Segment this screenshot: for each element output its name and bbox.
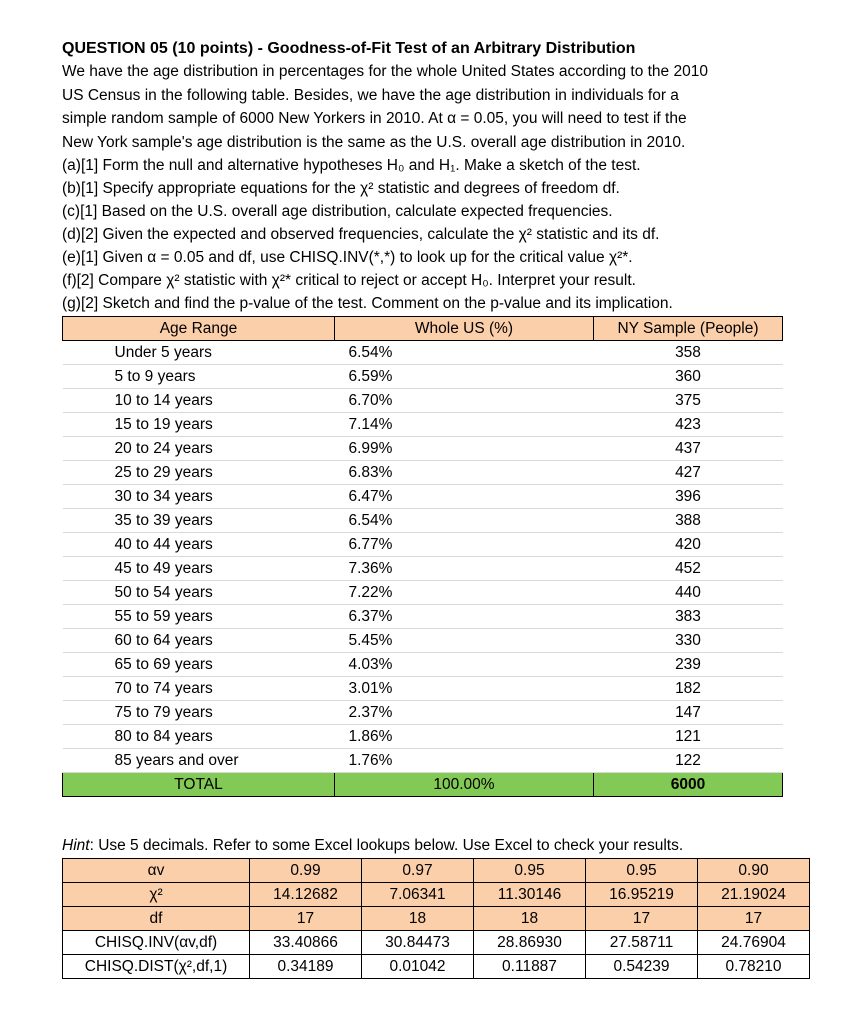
us-percent-cell: 6.77% <box>335 533 594 557</box>
lookup-row <box>63 859 810 883</box>
age-range-cell: Under 5 years <box>63 341 335 365</box>
lookup-value-cell: 0.54239 <box>586 955 698 979</box>
table-row <box>63 365 783 389</box>
header-age-range: Age Range <box>63 317 335 341</box>
lookup-value-cell: 28.86930 <box>474 931 586 955</box>
lookup-row <box>63 955 810 979</box>
age-range-cell: 55 to 59 years <box>63 605 335 629</box>
ny-people-cell: 383 <box>594 605 783 629</box>
lookup-value-cell: 0.95 <box>586 859 698 883</box>
table-row <box>63 725 783 749</box>
lookup-row-label: αv <box>63 859 250 883</box>
task-b: (b)[1] Specify appropriate equations for the χ² statistic and degrees of freedom df. <box>62 180 620 197</box>
ny-people-cell: 423 <box>594 413 783 437</box>
table-row <box>63 389 783 413</box>
lookup-value-cell: 16.95219 <box>586 883 698 907</box>
task-f: (f)[2] Compare χ² statistic with χ²* critical to reject or accept H₀. Interpret your result. <box>62 272 636 289</box>
us-percent-cell: 6.37% <box>335 605 594 629</box>
question-intro <box>62 60 810 154</box>
lookup-value-cell: 11.30146 <box>474 883 586 907</box>
task-e: (e)[1] Given α = 0.05 and df, use CHISQ.INV(*,*) to look up for the critical value χ²*. <box>62 249 633 266</box>
table-row <box>63 629 783 653</box>
us-percent-cell: 3.01% <box>335 677 594 701</box>
us-percent-cell: 7.36% <box>335 557 594 581</box>
us-percent-cell: 1.76% <box>335 749 594 773</box>
age-range-cell: 10 to 14 years <box>63 389 335 413</box>
us-percent-cell: 1.86% <box>335 725 594 749</box>
age-range-cell: 70 to 74 years <box>63 677 335 701</box>
task-list <box>62 154 810 315</box>
lookup-value-cell: 0.78210 <box>698 955 810 979</box>
table-row <box>63 509 783 533</box>
ny-people-cell: 427 <box>594 461 783 485</box>
age-range-cell: 5 to 9 years <box>63 365 335 389</box>
ny-people-cell: 420 <box>594 533 783 557</box>
lookup-row <box>63 907 810 931</box>
lookup-value-cell: 27.58711 <box>586 931 698 955</box>
age-range-cell: 30 to 34 years <box>63 485 335 509</box>
lookup-value-cell: 18 <box>474 907 586 931</box>
age-range-cell: 60 to 64 years <box>63 629 335 653</box>
total-label: TOTAL <box>63 773 335 797</box>
age-range-cell: 65 to 69 years <box>63 653 335 677</box>
lookup-value-cell: 17 <box>698 907 810 931</box>
table-row <box>63 341 783 365</box>
task-c: (c)[1] Based on the U.S. overall age distribution, calculate expected frequencies. <box>62 203 613 220</box>
table-header-row <box>63 317 783 341</box>
intro-line: US Census in the following table. Besides, we have the age distribution in individuals for a <box>62 86 679 104</box>
ny-people-cell: 147 <box>594 701 783 725</box>
age-range-cell: 80 to 84 years <box>63 725 335 749</box>
ny-people-cell: 360 <box>594 365 783 389</box>
lookup-table-body <box>63 859 810 979</box>
question-page <box>62 38 810 979</box>
lookup-value-cell: 7.06341 <box>362 883 474 907</box>
intro-line: We have the age distribution in percentages for the whole United States according to the 2010 <box>62 63 708 80</box>
lookup-value-cell: 0.99 <box>250 859 362 883</box>
hint-label: Hint <box>62 837 90 854</box>
lookup-value-cell: 0.01042 <box>362 955 474 979</box>
ny-people-cell: 121 <box>594 725 783 749</box>
age-range-cell: 25 to 29 years <box>63 461 335 485</box>
lookup-row-label: CHISQ.DIST(χ²,df,1) <box>63 955 250 979</box>
ny-people-cell: 358 <box>594 341 783 365</box>
ny-people-cell: 440 <box>594 581 783 605</box>
table-row <box>63 437 783 461</box>
us-percent-cell: 6.70% <box>335 389 594 413</box>
age-range-cell: 20 to 24 years <box>63 437 335 461</box>
table-row <box>63 413 783 437</box>
us-percent-cell: 6.59% <box>335 365 594 389</box>
lookup-value-cell: 0.90 <box>698 859 810 883</box>
lookup-value-cell: 14.12682 <box>250 883 362 907</box>
us-percent-cell: 2.37% <box>335 701 594 725</box>
table-row <box>63 701 783 725</box>
us-percent-cell: 6.47% <box>335 485 594 509</box>
lookup-value-cell: 0.11887 <box>474 955 586 979</box>
total-people: 6000 <box>594 773 783 797</box>
lookup-value-cell: 0.34189 <box>250 955 362 979</box>
table-row <box>63 677 783 701</box>
lookup-row <box>63 883 810 907</box>
us-percent-cell: 7.14% <box>335 413 594 437</box>
age-range-cell: 40 to 44 years <box>63 533 335 557</box>
task-g: (g)[2] Sketch and find the p-value of the test. Comment on the p-value and its implication. <box>62 295 673 312</box>
table-row <box>63 653 783 677</box>
ny-people-cell: 388 <box>594 509 783 533</box>
hint-body: : Use 5 decimals. Refer to some Excel lookups below. Use Excel to check your results. <box>89 837 684 854</box>
table-row <box>63 485 783 509</box>
us-percent-cell: 6.54% <box>335 341 594 365</box>
total-row <box>63 773 783 797</box>
lookup-value-cell: 17 <box>586 907 698 931</box>
us-percent-cell: 6.54% <box>335 509 594 533</box>
task-a: (a)[1] Form the null and alternative hypotheses H₀ and H₁. Make a sketch of the test. <box>62 157 641 174</box>
total-percent: 100.00% <box>335 773 594 797</box>
question-title: QUESTION 05 (10 points) - Goodness-of-Fit Test of an Arbitrary Distribution <box>62 40 636 57</box>
us-percent-cell: 5.45% <box>335 629 594 653</box>
table-row <box>63 605 783 629</box>
age-range-cell: 85 years and over <box>63 749 335 773</box>
us-percent-cell: 4.03% <box>335 653 594 677</box>
lookup-value-cell: 24.76904 <box>698 931 810 955</box>
intro-line: New York sample's age distribution is the same as the U.S. overall age distribution in 2010. <box>62 133 686 151</box>
age-table-body <box>63 341 783 773</box>
ny-people-cell: 122 <box>594 749 783 773</box>
hint-text <box>62 835 810 857</box>
lookup-row-label: df <box>63 907 250 931</box>
lookup-row-label: CHISQ.INV(αv,df) <box>63 931 250 955</box>
table-row <box>63 749 783 773</box>
lookup-value-cell: 0.95 <box>474 859 586 883</box>
lookup-row <box>63 931 810 955</box>
ny-people-cell: 330 <box>594 629 783 653</box>
intro-line: simple random sample of 6000 New Yorkers in 2010. At α = 0.05, you will need to test if the <box>62 110 687 127</box>
us-percent-cell: 6.99% <box>335 437 594 461</box>
ny-people-cell: 239 <box>594 653 783 677</box>
us-percent-cell: 7.22% <box>335 581 594 605</box>
ny-people-cell: 396 <box>594 485 783 509</box>
task-d: (d)[2] Given the expected and observed frequencies, calculate the χ² statistic and its df. <box>62 226 660 243</box>
age-distribution-table <box>62 316 783 797</box>
header-whole-us: Whole US (%) <box>335 317 594 341</box>
ny-people-cell: 375 <box>594 389 783 413</box>
table-row <box>63 461 783 485</box>
excel-lookup-table <box>62 858 810 979</box>
lookup-value-cell: 33.40866 <box>250 931 362 955</box>
age-range-cell: 15 to 19 years <box>63 413 335 437</box>
lookup-row-label: χ² <box>63 883 250 907</box>
ny-people-cell: 437 <box>594 437 783 461</box>
table-row <box>63 581 783 605</box>
header-ny-sample: NY Sample (People) <box>594 317 783 341</box>
age-range-cell: 35 to 39 years <box>63 509 335 533</box>
us-percent-cell: 6.83% <box>335 461 594 485</box>
lookup-value-cell: 21.19024 <box>698 883 810 907</box>
lookup-value-cell: 18 <box>362 907 474 931</box>
age-range-cell: 75 to 79 years <box>63 701 335 725</box>
lookup-value-cell: 30.84473 <box>362 931 474 955</box>
lookup-value-cell: 0.97 <box>362 859 474 883</box>
lookup-value-cell: 17 <box>250 907 362 931</box>
table-row <box>63 533 783 557</box>
ny-people-cell: 452 <box>594 557 783 581</box>
age-range-cell: 45 to 49 years <box>63 557 335 581</box>
age-range-cell: 50 to 54 years <box>63 581 335 605</box>
ny-people-cell: 182 <box>594 677 783 701</box>
table-row <box>63 557 783 581</box>
